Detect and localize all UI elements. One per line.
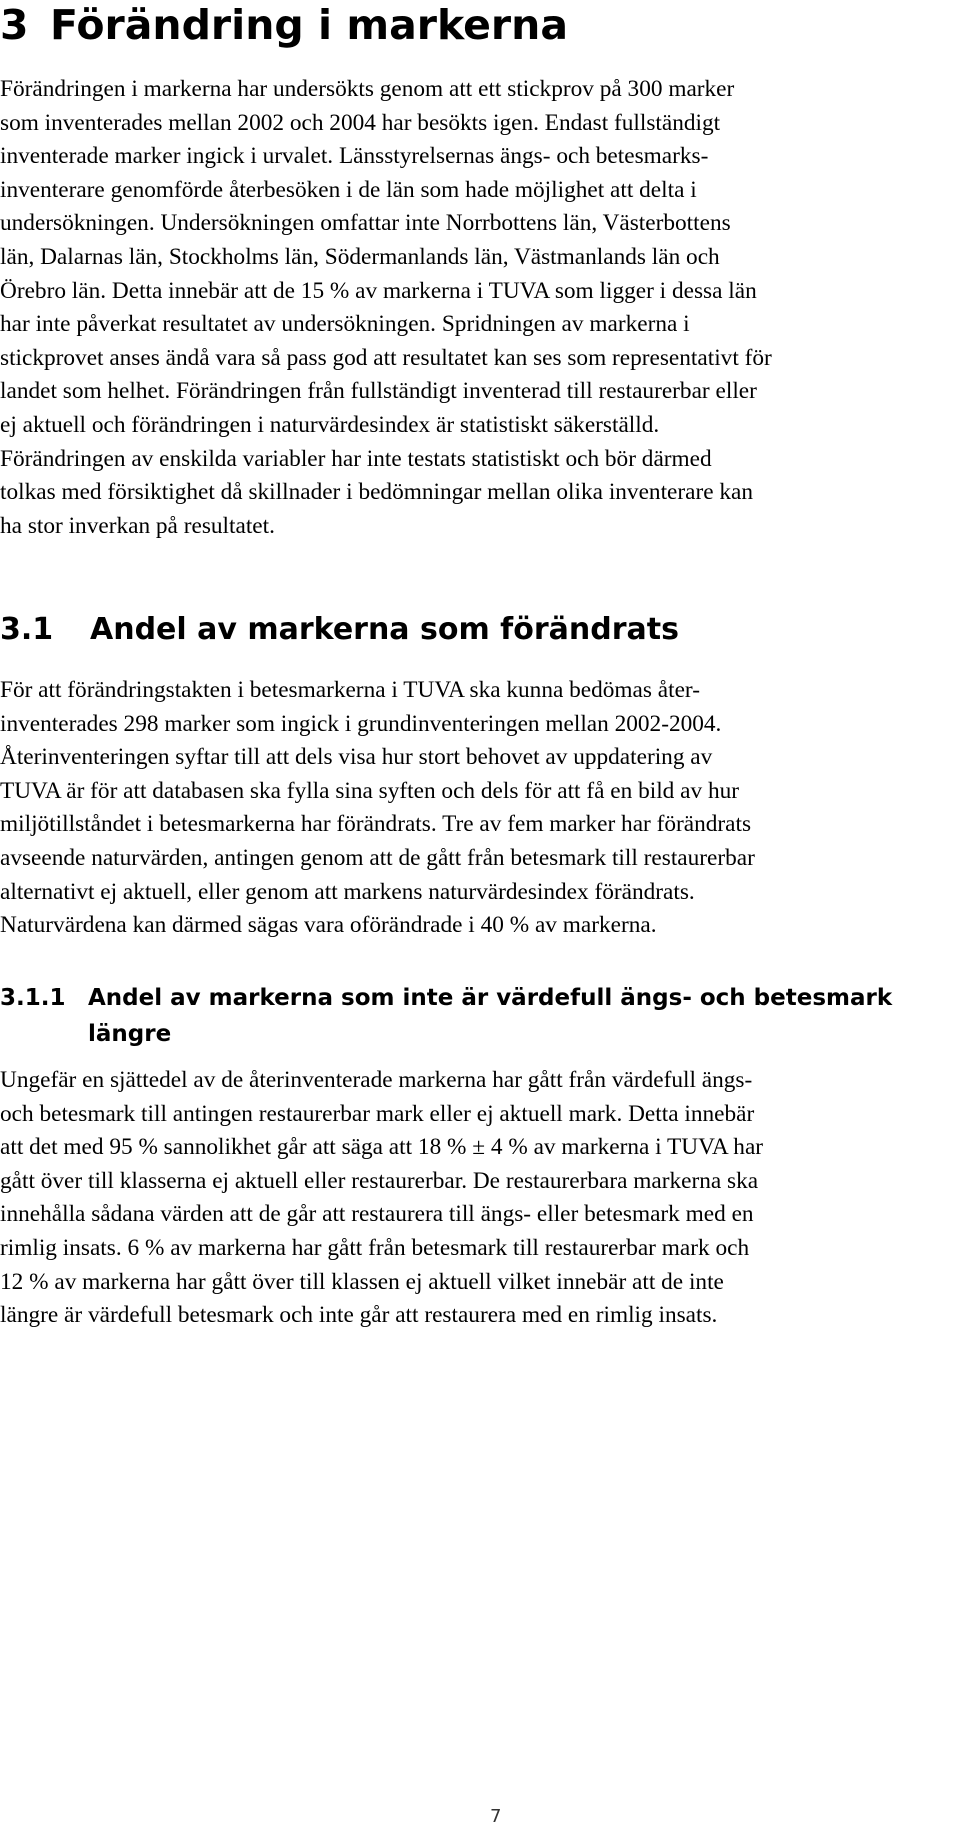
text-line: inventerare genomförde återbesöken i de län som hade möjlighet att delta i [0,176,697,203]
text-line: gått över till klasserna ej aktuell eller restaurerbar. De restaurerbara markerna ska [0,1167,759,1194]
text-line: landet som helhet. Förändringen från fullständigt inventerad till restaurerbar eller [0,378,757,405]
subsection-heading [0,980,960,1052]
text-line: som inventerades mellan 2002 och 2004 har besökts igen. Endast fullständigt [0,109,721,136]
text-line: tolkas med försiktighet då skillnader i bedömningar mellan olika inventerare kan [0,479,754,506]
text-line: innehålla sådana värden att de går att restaurera till ängs- eller betesmark med en [0,1201,754,1228]
text-line: rimlig insats. 6 % av markerna har gått från betesmark till restaurerbar mark och [0,1234,750,1261]
section-number: 3.1 [0,612,54,647]
text-line: längre är värdefull betesmark och inte går att restaurera med en rimlig insats. [0,1302,718,1329]
text-line: stickprovet anses ändå vara så pass god att resultatet kan ses som representativt för [0,344,772,371]
subsection-number: 3.1.1 [0,985,66,1011]
text-line: och betesmark till antingen restaurerbar mark eller ej aktuell mark. Detta innebär [0,1100,755,1127]
text-line: inventerade marker ingick i urvalet. Länsstyrelsernas ängs- och betesmarks- [0,143,709,170]
subsection-title: Andel av markerna som inte är värdefull ängs- och betesmark längre [88,985,893,1047]
text-line: ha stor inverkan på resultatet. [0,512,275,539]
text-line: Naturvärdena kan därmed sägas vara oförändrade i 40 % av markerna. [0,912,657,939]
text-line: ej aktuell och förändringen i naturvärdesindex är statistiskt säkerställd. [0,411,660,438]
text-line: miljötillståndet i betesmarkerna har förändrats. Tre av fem marker har förändrats [0,811,752,838]
intro-paragraph [0,73,958,543]
chapter-title: Förändring i markerna [50,1,569,49]
subsection-paragraph [0,1064,958,1333]
text-line: inventerades 298 marker som ingick i grundinventeringen mellan 2002-2004. [0,710,722,737]
section-heading [0,610,960,650]
page-number: 7 [490,1806,502,1827]
chapter-number: 3 [0,1,29,49]
text-line: alternativt ej aktuell, eller genom att markens naturvärdesindex förändrats. [0,878,695,905]
text-line: Örebro län. Detta innebär att de 15 % av markerna i TUVA som ligger i dessa län [0,277,757,304]
section-title: Andel av markerna som förändrats [90,612,679,647]
section-paragraph [0,674,958,943]
text-line: har inte påverkat resultatet av undersökningen. Spridningen av markerna i [0,311,690,338]
chapter-heading [0,0,960,50]
text-line: att det med 95 % sannolikhet går att säga att 18 % ± 4 % av markerna i TUVA har [0,1134,764,1161]
text-line: Återinventeringen syftar till att dels visa hur stort behovet av uppdatering av [0,744,713,771]
text-line: avseende naturvärden, antingen genom att de gått från betesmark till restaurerbar [0,844,755,871]
text-line: För att förändringstakten i betesmarkerna i TUVA ska kunna bedömas åter- [0,677,700,703]
text-line: Ungefär en sjättedel av de återinventerade markerna har gått från värdefull ängs- [0,1067,753,1093]
text-line: TUVA är för att databasen ska fylla sina syften och dels för att få en bild av hur [0,777,740,804]
text-line: Förändringen i markerna har undersökts genom att ett stickprov på 300 marker [0,76,735,102]
text-line: undersökningen. Undersökningen omfattar inte Norrbottens län, Västerbottens [0,210,731,237]
text-line: län, Dalarnas län, Stockholms län, Södermanlands län, Västmanlands län och [0,243,720,270]
text-line: Förändringen av enskilda variabler har inte testats statistiskt och bör därmed [0,445,712,472]
text-line: 12 % av markerna har gått över till klassen ej aktuell vilket innebär att de inte [0,1268,724,1295]
